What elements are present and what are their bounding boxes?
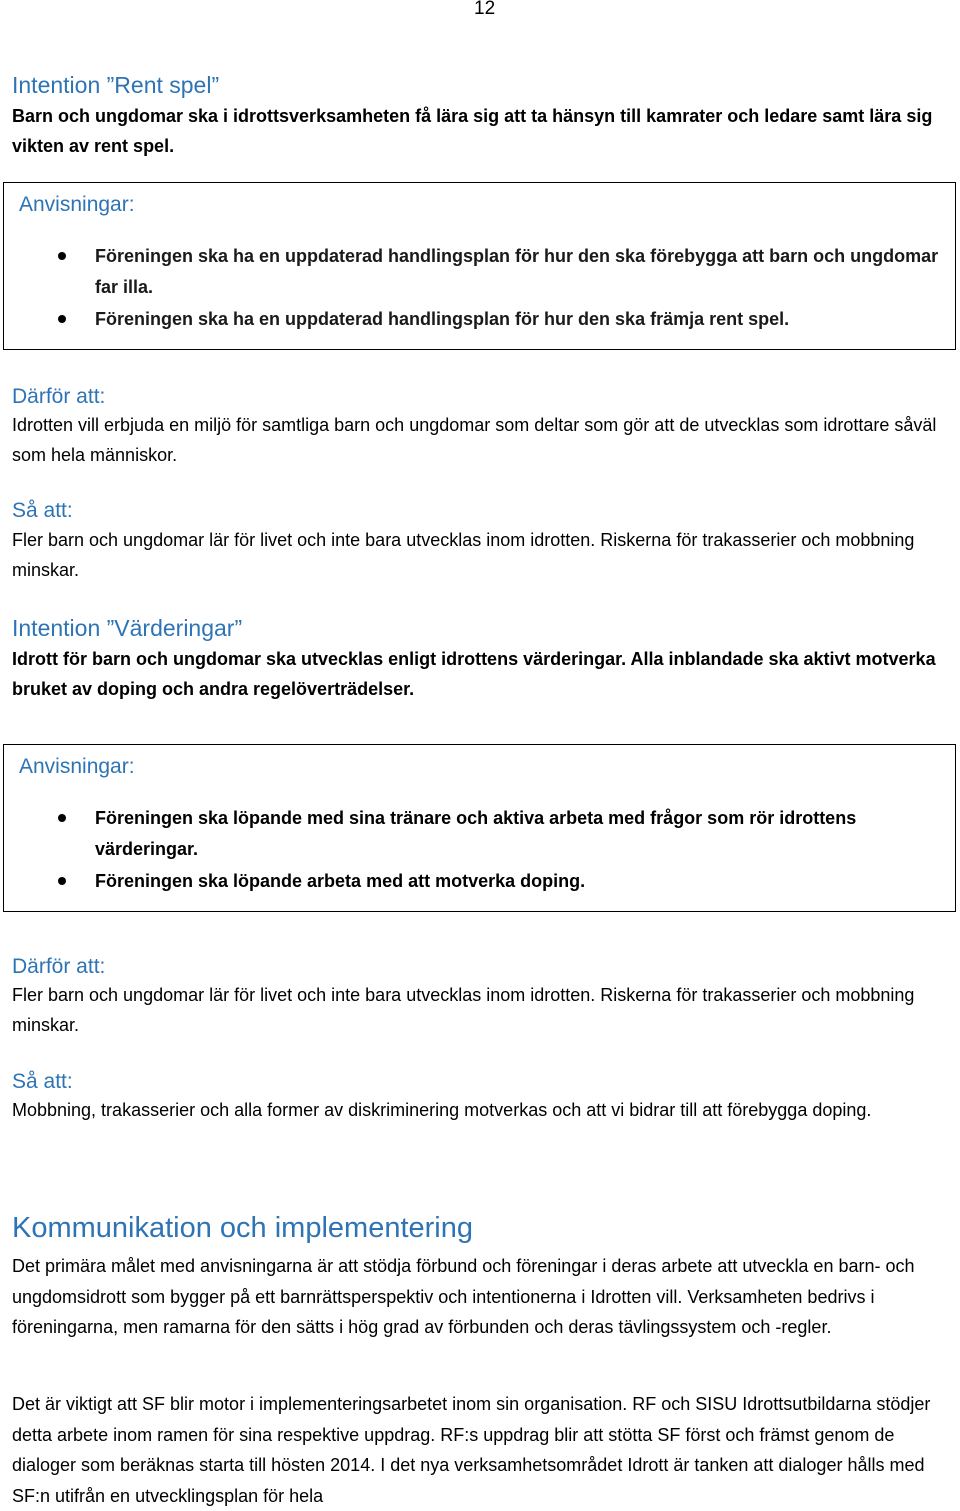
- because-text: Fler barn och ungdomar lär för livet och inte bara utvecklas inom idrotten. Riskerna för trakasserier och mobbning minskar.: [12, 985, 915, 1035]
- guidelines-heading: Anvisningar:: [19, 755, 135, 778]
- section-heading-varderingar: Intention ”Värderingar”: [12, 615, 243, 641]
- communication-paragraph-2: Det är viktigt att SF blir motor i implementeringsarbetet inom sin organisation. RF och SISU Idrottsutbildarna stödjer detta arbete inom ramen för sina respektive uppdrag. RF:s uppdrag blir att stötta SF först och främst genom de dialoger som beräknas starta till hösten 2014. I det nya verksamhetsområdet Idrott är tanken att dialoger hålls med SF:n utifrån en utvecklingsplan för hela: [12, 1394, 931, 1506]
- page-number: 12: [474, 0, 496, 19]
- communication-paragraph-1: Det primära målet med anvisningarna är att stödja förbund och föreningar i deras arbete att utveckla en barn- och ungdomsidrott som bygger på ett barnrättsperspektiv och intentionerna i Idrotten vill. Verksamheten bedrivs i föreningarna, men ramarna för den sätts i hög grad av förbunden och deras tävlingssystem och -regler.: [12, 1256, 915, 1337]
- because-heading: Därför att:: [12, 385, 106, 408]
- so-that-heading: Så att:: [12, 1070, 73, 1093]
- guidelines-heading: Anvisningar:: [19, 193, 135, 216]
- section-intro-varderingar: Idrott för barn och ungdomar ska utvecklas enligt idrottens värderingar. Alla inblandade ska aktivt motverka bruket av doping och andra regelöverträdelser.: [12, 649, 936, 699]
- section-intro-rent-spel: Barn och ungdomar ska i idrottsverksamheten få lära sig att ta hänsyn till kamrater och ledare samt lära sig vikten av rent spel.: [12, 106, 933, 156]
- section-heading-kommunikation: Kommunikation och implementering: [12, 1212, 473, 1244]
- bullet-icon: [58, 877, 66, 885]
- bullet-icon: [58, 315, 66, 323]
- guideline-item: [95, 304, 945, 335]
- bullet-icon: [58, 252, 66, 260]
- guideline-text: Föreningen ska ha en uppdaterad handlingsplan för hur den ska främja rent spel.: [95, 309, 790, 329]
- guideline-item: [95, 866, 945, 897]
- guideline-item: [95, 241, 945, 302]
- guideline-item: [95, 803, 945, 864]
- so-that-heading: Så att:: [12, 499, 73, 522]
- bullet-icon: [58, 814, 66, 822]
- guidelines-list: [95, 803, 945, 899]
- guidelines-list: [95, 241, 945, 337]
- guidelines-box-rent-spel: [3, 182, 956, 350]
- guideline-text: Föreningen ska löpande arbeta med att motverka doping.: [95, 871, 586, 891]
- so-that-text: Mobbning, trakasserier och alla former av diskriminering motverkas och att vi bidrar till att förebygga doping.: [12, 1100, 872, 1120]
- because-heading: Därför att:: [12, 955, 106, 978]
- guideline-text: Föreningen ska löpande med sina tränare och aktiva arbeta med frågor som rör idrottens värderingar.: [95, 808, 857, 859]
- guideline-text: Föreningen ska ha en uppdaterad handlingsplan för hur den ska förebygga att barn och ungdomar far illa.: [95, 246, 939, 297]
- so-that-text: Fler barn och ungdomar lär för livet och inte bara utvecklas inom idrotten. Riskerna för trakasserier och mobbning minskar.: [12, 530, 915, 580]
- because-text: Idrotten vill erbjuda en miljö för samtliga barn och ungdomar som deltar som gör att de utvecklas som idrottare såväl som hela människor.: [12, 415, 937, 465]
- section-heading-rent-spel: Intention ”Rent spel”: [12, 72, 220, 98]
- guidelines-box-varderingar: [3, 744, 956, 912]
